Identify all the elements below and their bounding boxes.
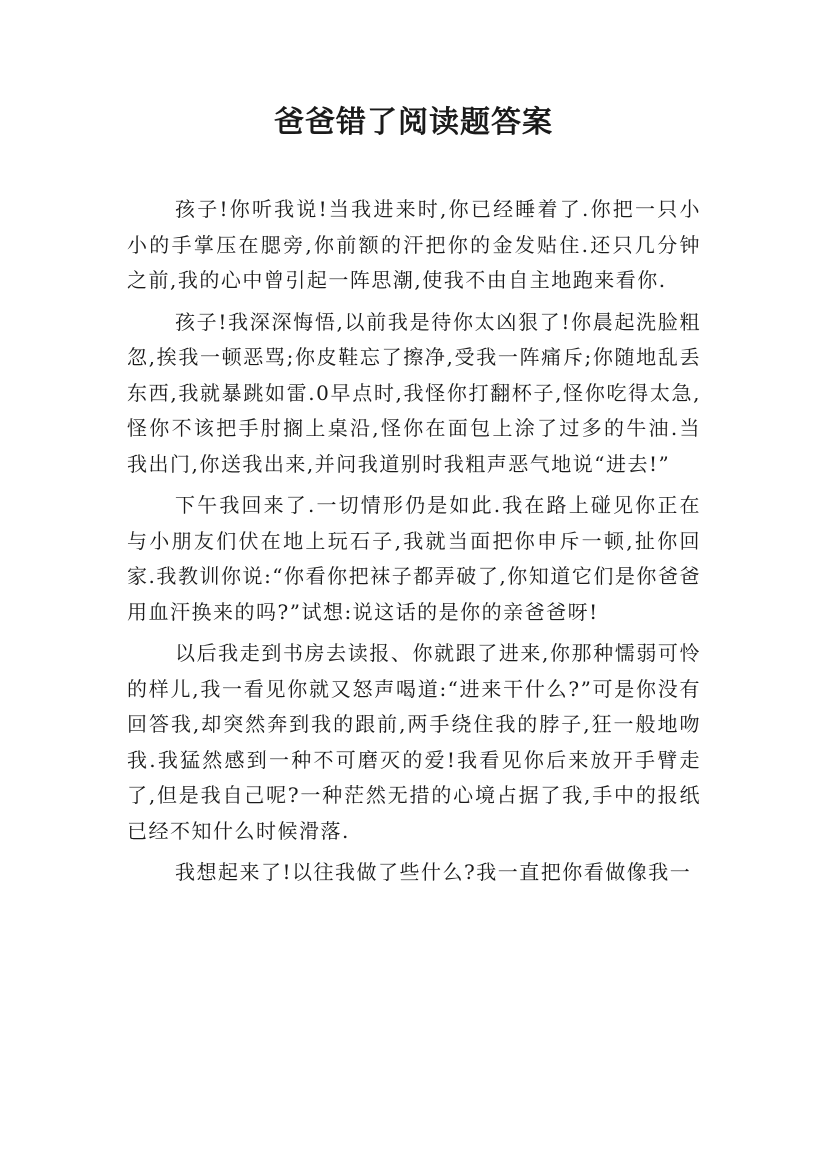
paragraph-1: 孩子!你听我说!当我进来时,你已经睡着了.你把一只小小的手掌压在腮旁,你前额的汗把你的金发贴住.还只几分钟之前,我的心中曾引起一阵思潮,使我不由自主地跑来看你. bbox=[127, 197, 701, 292]
paragraph-4: 以后我走到书房去读报、你就跟了进来,你那种懦弱可怜的样儿,我一看见你就又怒声喝道:“进来干什么?”可是你没有回答我,却突然奔到我的跟前,两手绕住我的脖子,狂一般地吻我.我猛然感到一种不可磨灭的爱!我看见你后来放开手臂走了,但是我自己呢?一种茫然无措的心境占据了我,手中的报纸已经不知什么时候滑落. bbox=[127, 641, 701, 843]
document-body bbox=[127, 192, 701, 897]
paragraph-3: 下午我回来了.一切情形仍是如此.我在路上碰见你正在与小朋友们伏在地上玩石子,我就当面把你申斥一顿,扯你回家.我教训你说:“你看你把袜子都弄破了,你知道它们是你爸爸用血汗换来的吗?”试想:说这话的是你的亲爸爸呀! bbox=[127, 493, 701, 624]
paragraph-5: 我想起来了!以往我做了些什么?我一直把你看做像我一 bbox=[175, 860, 692, 884]
paragraph-2: 孩子!我深深悔悟,以前我是待你太凶狠了!你晨起洗脸粗忽,挨我一顿恶骂;你皮鞋忘了擦净,受我一阵痛斥;你随地乱丢东西,我就暴跳如雷.0早点时,我怪你打翻杯子,怪你吃得太急,怪你不该把手肘搁上桌沿,怪你在面包上涂了过多的牛油.当我出门,你送我出来,并问我道别时我粗声恶气地说“进去!” bbox=[127, 309, 701, 476]
document-title: 爸爸错了阅读题答案 bbox=[274, 105, 553, 140]
